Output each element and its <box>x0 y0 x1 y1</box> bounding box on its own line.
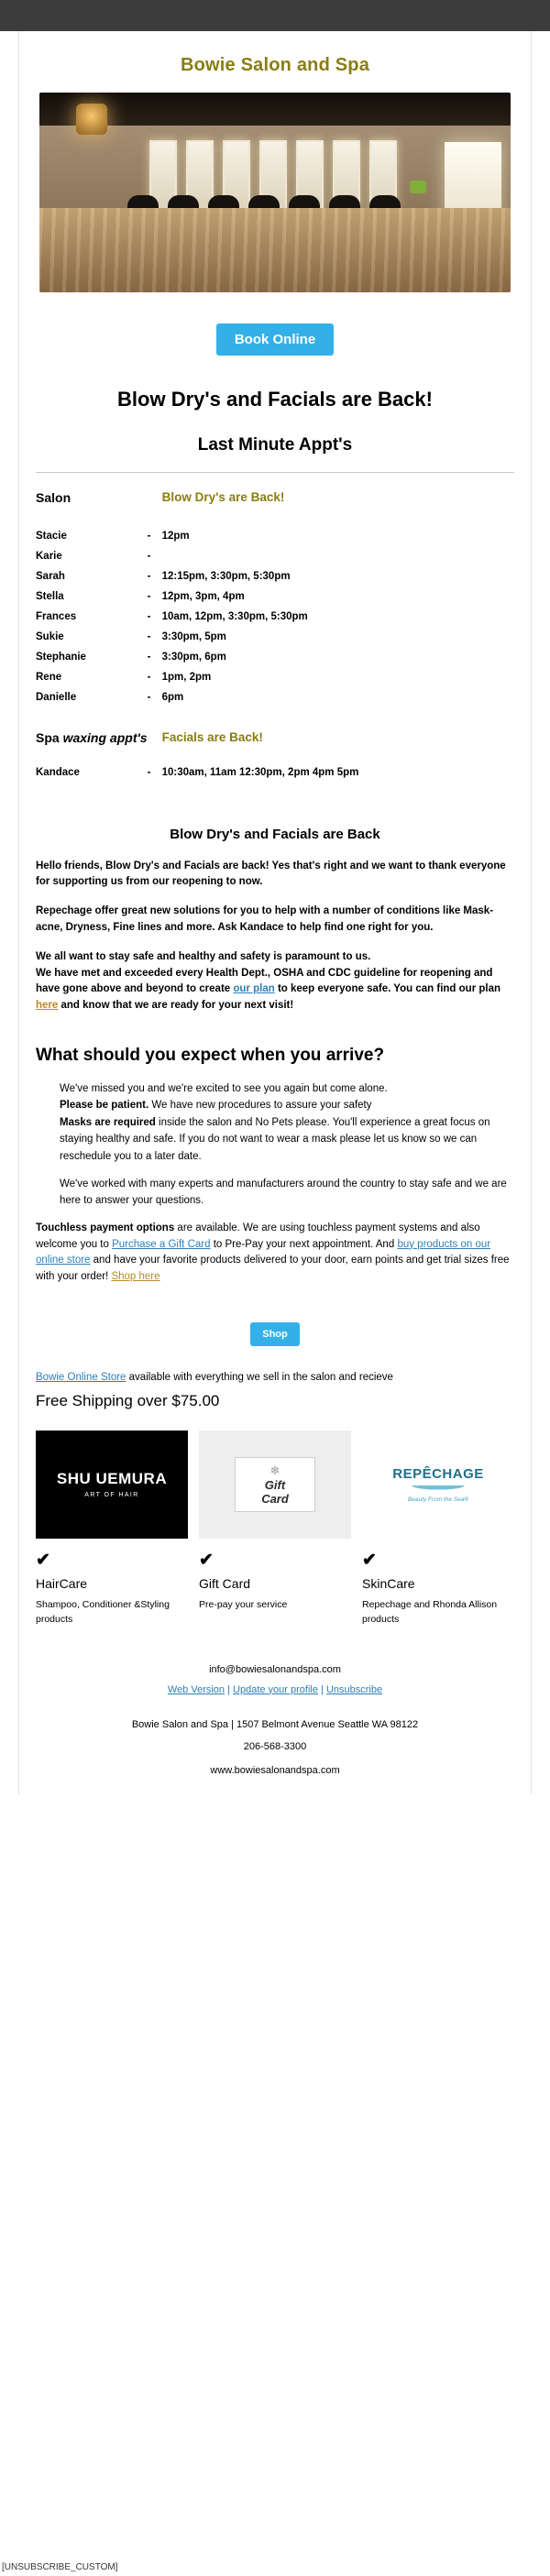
stylist-times: 12:15pm, 3:30pm, 5:30pm <box>161 570 291 582</box>
stylist-times: 3:30pm, 6pm <box>161 651 226 663</box>
paragraph-safety <box>36 949 514 1014</box>
stylist-times: 6pm <box>161 691 184 703</box>
checkmark-icon: ✔ <box>36 1551 50 1571</box>
store-line: Bowie Online Store available with everything we sell in the salon and recieve <box>36 1372 393 1384</box>
free-shipping-text: Free Shipping over $75.00 <box>36 1392 220 1410</box>
article-title: Blow Dry's and Facials are Back <box>170 826 380 842</box>
paragraph-repechage: Repechage offer great new solutions for you to help with a number of conditions like Mask-acne, Dryness, Fine lines and more. Ask Kandace to help find one right for you. <box>36 905 494 934</box>
separator: | <box>321 1683 324 1695</box>
article-section <box>19 827 531 1410</box>
product-cards <box>19 1431 531 1628</box>
safety-line-3: to keep everyone safe. You can find our plan <box>274 983 501 995</box>
checkmark-icon: ✔ <box>199 1551 214 1571</box>
paragraph-intro: Hello friends, Blow Dry's and Facials are back! Yes that's right and we want to thank everyone for supporting us from our reopening to now. <box>36 860 506 888</box>
card-description: Shampoo, Conditioner &Styling products <box>36 1599 170 1625</box>
be-patient-bold: Please be patient. <box>60 1100 149 1112</box>
card-haircare <box>36 1431 188 1628</box>
safety-line-1: We all want to stay safe and healthy and safety is paramount to us. <box>36 950 371 962</box>
card-title: HairCare <box>36 1576 88 1592</box>
dash: - <box>147 610 151 622</box>
stylist-name: Danielle <box>36 691 77 703</box>
safety-line-2: We have met and exceeded every Health Dept., OSHA and CDC guideline for reopening and have gone above and beyond to create <box>36 967 493 995</box>
business-address: Bowie Salon and Spa | 1507 Belmont Avenue Seattle WA 98122 <box>131 1718 419 1730</box>
schedule-header-row <box>36 486 514 510</box>
schedule-header-salon: Salon <box>36 489 72 505</box>
paragraph-touchless: Touchless payment options are available. We are using touchless payment systems and also welcome you to Purchase a Gift Card to Pre-Pay your next appointment. And buy products on our online store and have your favorite products delivered to your door, earn points and get trial sizes free with your order! Shop here <box>36 1222 510 1283</box>
email-footer <box>19 1628 531 1776</box>
masks-required-bold: Masks are required <box>60 1116 156 1128</box>
stylist-times: 12pm <box>161 530 190 542</box>
shop-button[interactable]: Shop <box>250 1322 300 1346</box>
book-online-button[interactable]: Book Online <box>216 323 334 356</box>
table-row <box>36 667 514 687</box>
footer-links <box>36 1684 514 1695</box>
here-link[interactable]: here <box>36 1000 59 1012</box>
dash: - <box>147 570 151 582</box>
card-title: SkinCare <box>362 1576 415 1592</box>
unsubscribe-link[interactable]: Unsubscribe <box>325 1683 383 1695</box>
expect-list <box>36 1080 514 1210</box>
stylist-name: Stephanie <box>36 651 86 663</box>
schedule-header-blowdry: Blow Dry's are Back! <box>161 489 285 504</box>
pendant-lamp-icon <box>76 104 107 135</box>
shu-uemura-logo: SHU UEMURA ART OF HAIR <box>36 1431 188 1539</box>
dash: - <box>147 671 151 683</box>
stylist-name: Sukie <box>36 630 64 642</box>
table-row <box>36 647 514 667</box>
esthetician-times: 10:30am, 11am 12:30pm, 2pm 4pm 5pm <box>161 766 359 778</box>
business-phone: 206-568-3300 <box>243 1740 307 1752</box>
safety-line-4: and know that we are ready for your next visit! <box>58 1000 294 1012</box>
stylist-name: Rene <box>36 671 62 683</box>
purchase-gift-card-link[interactable]: Purchase a Gift Card <box>112 1238 211 1250</box>
card-gift-card <box>199 1431 351 1628</box>
dash: - <box>147 630 151 642</box>
stylist-times <box>162 546 514 566</box>
table-row <box>36 687 514 707</box>
stylist-times: 12pm, 3pm, 4pm <box>161 590 245 602</box>
schedule-table <box>36 486 514 783</box>
spa-header-row <box>36 726 514 750</box>
separator: | <box>227 1683 230 1695</box>
stylist-times: 1pm, 2pm <box>161 671 212 683</box>
table-row <box>36 762 514 783</box>
expect-line-2: We've worked with many experts and manufacturers around the country to stay safe and we are here to answer your questions. <box>60 1178 507 1207</box>
dash: - <box>147 691 151 703</box>
gift-card-image: ❄ Gift Card <box>199 1431 351 1539</box>
table-row <box>36 607 514 627</box>
table-row <box>36 546 514 566</box>
expect-line-1: We've missed you and we're excited to see you again but come alone. Please be patient. We have new procedures to assure your safety Masks are required inside the salon and No Pets please. You'll experience a great focus on staying healthy and safe. If you do not want to wear a mask please let us know so we can reschedule you to a later date. <box>60 1083 490 1162</box>
expect-title: What should you expect when you arrive? <box>36 1046 385 1066</box>
card-description: Repechage and Rhonda Allison products <box>362 1599 498 1625</box>
card-description: Pre-pay your service <box>199 1599 288 1611</box>
dash: - <box>147 766 151 778</box>
stylist-name: Karie <box>36 550 62 562</box>
dash: - <box>147 651 151 663</box>
stylist-times: 3:30pm, 5pm <box>161 630 226 642</box>
stylist-name: Frances <box>36 610 77 622</box>
card-skincare <box>362 1431 514 1628</box>
dash: - <box>147 590 151 602</box>
top-bar <box>0 0 550 31</box>
table-row <box>36 526 514 546</box>
email-body <box>18 31 532 1794</box>
stylist-name: Stella <box>36 590 64 602</box>
schedule-section <box>19 473 531 790</box>
stylist-times: 10am, 12pm, 3:30pm, 5:30pm <box>161 610 308 622</box>
spa-header-facials: Facials are Back! <box>161 729 263 744</box>
checkmark-icon: ✔ <box>362 1551 377 1571</box>
unsubscribe-token: [UNSUBSCRIBE_CUSTOM] <box>2 2562 118 2572</box>
gift-bow-icon: ❄ <box>270 1463 280 1478</box>
headline-primary: Blow Dry's and Facials are Back! <box>117 388 433 411</box>
salon-interior-photo <box>39 93 511 292</box>
dash: - <box>147 530 151 542</box>
headline-secondary: Last Minute Appt's <box>197 434 353 455</box>
web-version-link[interactable]: Web Version <box>167 1683 226 1695</box>
esthetician-name: Kandace <box>36 766 80 778</box>
business-website: www.bowiesalonandspa.com <box>210 1764 340 1776</box>
online-store-link[interactable]: buy products on our online store <box>36 1238 491 1266</box>
contact-email: info@bowiesalonandspa.com <box>209 1663 341 1675</box>
touchless-bold: Touchless payment options <box>36 1222 175 1233</box>
brand-title: Bowie Salon and Spa <box>180 55 370 75</box>
our-plan-link[interactable]: our plan <box>233 983 275 995</box>
stylist-name: Sarah <box>36 570 65 582</box>
hero-image-container <box>19 93 531 292</box>
repechage-logo: REPÊCHAGE Beauty From the Sea® <box>362 1431 514 1539</box>
shop-button-container <box>36 1299 514 1366</box>
spa-header: Spa waxing appt's <box>36 729 148 745</box>
table-row <box>36 586 514 607</box>
dash: - <box>147 550 151 562</box>
plant-icon <box>410 181 426 193</box>
shop-here-link[interactable]: Shop here <box>111 1271 160 1283</box>
table-row <box>36 627 514 647</box>
card-title: Gift Card <box>199 1576 251 1592</box>
table-row <box>36 566 514 586</box>
stylist-name: Stacie <box>36 530 67 542</box>
update-profile-link[interactable]: Update your profile <box>233 1683 318 1695</box>
wave-icon <box>392 1485 484 1493</box>
book-online-container <box>19 292 531 379</box>
bowie-online-store-link[interactable]: Bowie Online Store <box>36 1372 126 1384</box>
